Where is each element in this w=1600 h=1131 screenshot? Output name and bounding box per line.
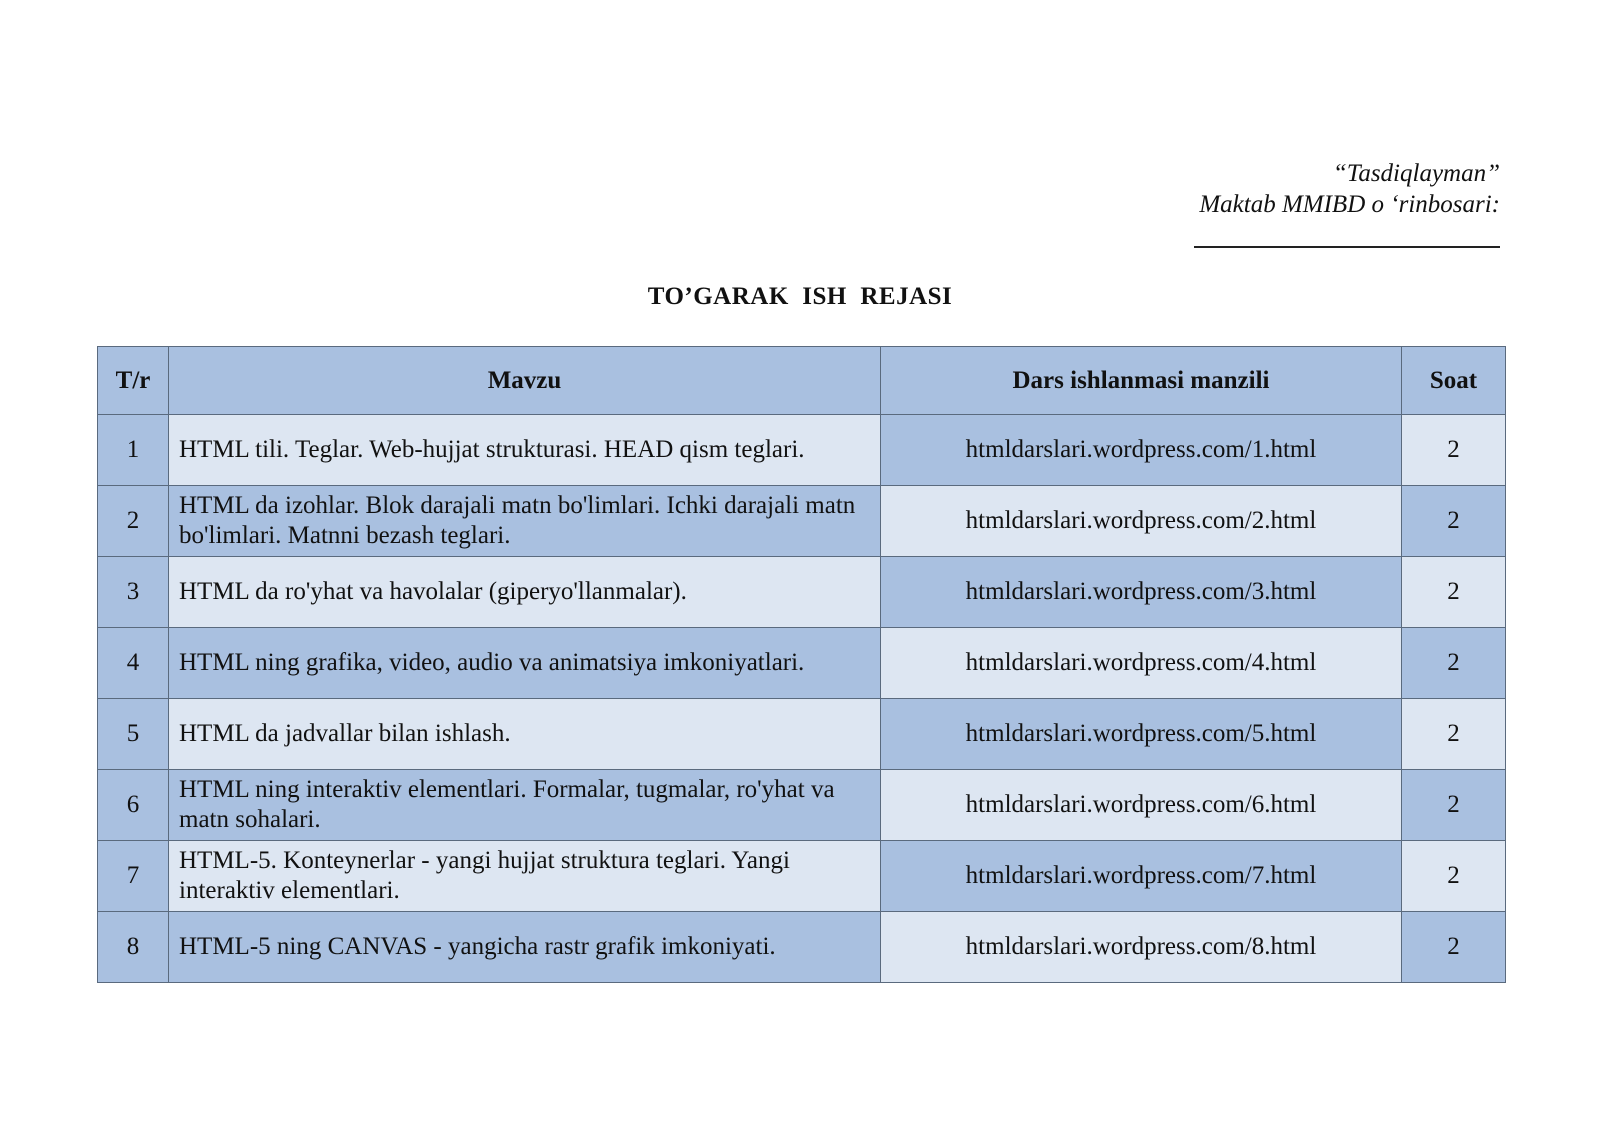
row-number: 8 — [98, 912, 169, 983]
row-hours: 2 — [1402, 415, 1506, 486]
row-hours: 2 — [1402, 770, 1506, 841]
row-number: 7 — [98, 841, 169, 912]
header-number: T/r — [98, 347, 169, 415]
row-hours: 2 — [1402, 628, 1506, 699]
table-row — [98, 912, 1506, 983]
row-topic: HTML ning interaktiv elementlari. Formalar, tugmalar, ro'yhat va matn sohalari. — [169, 770, 881, 841]
row-hours: 2 — [1402, 841, 1506, 912]
approval-position: Maktab MMIBD o ‘rinbosari: — [1199, 191, 1500, 218]
row-address: htmldarslari.wordpress.com/5.html — [881, 699, 1402, 770]
row-topic: HTML da izohlar. Blok darajali matn bo'limlari. Ichki darajali matn bo'limlari. Matnni bezash teglari. — [169, 486, 881, 557]
document-title: TO’GARAK ISH REJASI — [647, 283, 953, 310]
row-address: htmldarslari.wordpress.com/2.html — [881, 486, 1402, 557]
table-row — [98, 699, 1506, 770]
table-header-row — [98, 347, 1506, 415]
table-row — [98, 628, 1506, 699]
row-number: 6 — [98, 770, 169, 841]
row-address: htmldarslari.wordpress.com/7.html — [881, 841, 1402, 912]
row-address: htmldarslari.wordpress.com/6.html — [881, 770, 1402, 841]
header-address: Dars ishlanmasi manzili — [881, 347, 1402, 415]
row-hours: 2 — [1402, 486, 1506, 557]
approval-block — [1160, 158, 1500, 248]
table-row — [98, 557, 1506, 628]
signature-line — [1194, 220, 1500, 248]
row-number: 4 — [98, 628, 169, 699]
row-number: 5 — [98, 699, 169, 770]
table-row — [98, 770, 1506, 841]
row-hours: 2 — [1402, 557, 1506, 628]
row-address: htmldarslari.wordpress.com/8.html — [881, 912, 1402, 983]
row-number: 3 — [98, 557, 169, 628]
row-topic: HTML-5 ning CANVAS - yangicha rastr grafik imkoniyati. — [169, 912, 881, 983]
row-address: htmldarslari.wordpress.com/1.html — [881, 415, 1402, 486]
row-hours: 2 — [1402, 912, 1506, 983]
header-hours: Soat — [1402, 347, 1506, 415]
approval-heading: “Tasdiqlayman” — [1332, 160, 1500, 187]
club-plan-table — [97, 346, 1506, 983]
row-topic: HTML tili. Teglar. Web-hujjat strukturasi. HEAD qism teglari. — [169, 415, 881, 486]
row-topic: HTML-5. Konteynerlar - yangi hujjat struktura teglari. Yangi interaktiv elementlari. — [169, 841, 881, 912]
table-body — [98, 415, 1506, 983]
table-row — [98, 415, 1506, 486]
row-hours: 2 — [1402, 699, 1506, 770]
row-address: htmldarslari.wordpress.com/4.html — [881, 628, 1402, 699]
row-address: htmldarslari.wordpress.com/3.html — [881, 557, 1402, 628]
row-number: 1 — [98, 415, 169, 486]
row-topic: HTML da jadvallar bilan ishlash. — [169, 699, 881, 770]
row-number: 2 — [98, 486, 169, 557]
row-topic: HTML ning grafika, video, audio va animatsiya imkoniyatlari. — [169, 628, 881, 699]
row-topic: HTML da ro'yhat va havolalar (giperyo'llanmalar). — [169, 557, 881, 628]
table-row — [98, 841, 1506, 912]
header-topic: Mavzu — [169, 347, 881, 415]
table-row — [98, 486, 1506, 557]
